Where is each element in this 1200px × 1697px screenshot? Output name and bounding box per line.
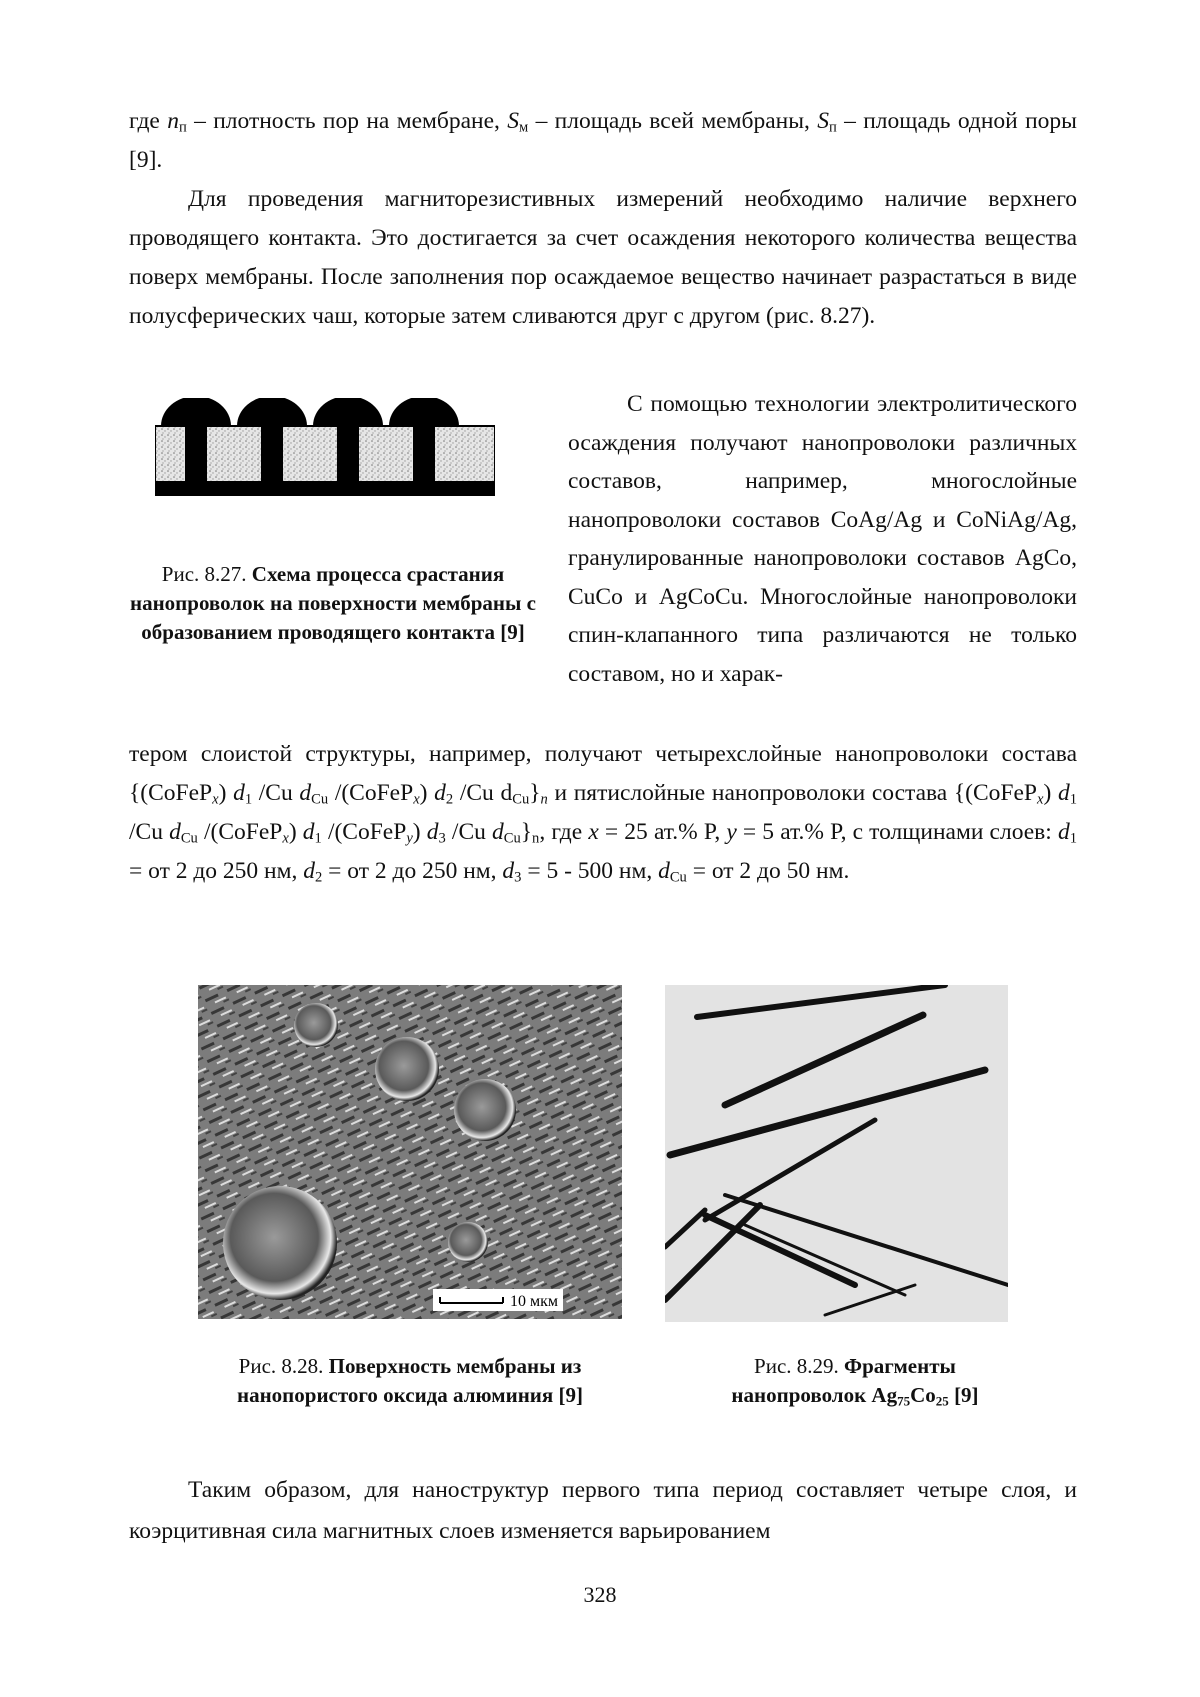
subscript: x: [1037, 791, 1044, 808]
subscript: 1: [1069, 791, 1077, 808]
figure-8-27: [125, 398, 545, 498]
subscript: n: [532, 830, 540, 847]
text-run: /Cu: [445, 819, 493, 845]
subscript: Cu: [180, 830, 198, 847]
var: d: [426, 819, 439, 845]
text-run: – площадь одной поры [9].: [129, 108, 1077, 173]
subscript: y: [406, 830, 413, 847]
text-run: , где: [539, 819, 589, 845]
figure-8-28-caption: [195, 1352, 625, 1410]
figure-8-28-micrograph: [198, 985, 622, 1319]
text-run: /Cu d: [453, 780, 513, 806]
text-run: где: [129, 108, 168, 134]
nanowire-image: [665, 985, 1008, 1322]
page-number: 328: [583, 1582, 617, 1607]
subscript: n: [540, 791, 548, 808]
subscript: 1: [244, 791, 253, 808]
subscript: Cu: [512, 791, 530, 808]
text-run: ): [412, 819, 427, 845]
text-run: = от 2 до 250 нм,: [322, 858, 503, 884]
text-run: – площадь всей мембраны,: [528, 108, 818, 134]
paragraph-3-wrap: [568, 385, 1077, 693]
closing-paragraph: [129, 1470, 1077, 1552]
var: d: [169, 819, 181, 845]
var: d: [492, 819, 504, 845]
paragraph-2: [129, 180, 1077, 336]
subscript: 2: [445, 791, 454, 808]
var: d: [502, 858, 515, 884]
caption-text: Схема процесса срастания нанопроволок на поверхности мембраны с образованием проводящего контакта [9]: [129, 562, 537, 644]
subscript: Cu: [503, 830, 521, 847]
caption-label: Рис. 8.27.: [161, 562, 252, 586]
var: d: [233, 780, 245, 806]
var: d: [1057, 819, 1070, 845]
subscript: 3: [438, 830, 446, 847]
text-run: = от 2 до 250 нм,: [129, 858, 304, 884]
text-run: /Cu: [252, 780, 300, 806]
text-run: ): [288, 819, 303, 845]
paragraph-2-text: Для проведения магниторезистивных измерений необходимо наличие верхнего проводящего контакта. Это достигается за счет осаждения некоторого количества вещества поверх мембраны. После заполнения пор осаждаемое вещество начинает разрастаться в виде полусферических чаш, которые затем сливаются друг с другом (рис. 8.27).: [129, 186, 1077, 329]
var: x: [588, 819, 599, 845]
text-run: }: [520, 819, 533, 845]
caption-text: Поверхность мембраны из нанопористого оксида алюминия [9]: [236, 1354, 583, 1407]
text-run: ): [218, 780, 234, 806]
caption-label: Рис. 8.28.: [238, 1354, 329, 1378]
figure-8-29-caption: [690, 1352, 1020, 1410]
subscript: 1: [1069, 830, 1077, 847]
figure-8-29-micrograph: [665, 985, 1008, 1322]
text-run: = 5 - 500 нм,: [521, 858, 659, 884]
paragraph-3-right-text: С помощью технологии электролитического осаждения получают нанопроволоки различных составов, например, многослойные нанопроволоки составов CoAg/Ag и CoNiAg/Ag, гранулированные нанопроволоки составов AgCo, CuCo и AgCoCu. Многослойные нанопроволоки спин-клапанного типа различаются не только составом, но и харак-: [568, 391, 1077, 687]
subscript: Cu: [669, 869, 687, 886]
sem-image: [198, 985, 622, 1319]
subscript: 3: [514, 869, 522, 886]
text-run: = 25 ат.% P,: [598, 819, 727, 845]
subscript: 25: [935, 1393, 949, 1409]
var: d: [302, 819, 315, 845]
text-run: и пятислойные нанопроволоки состава {(CoFeP: [547, 780, 1037, 806]
text-run: /(CoFeP: [328, 780, 414, 806]
text-run: /Cu: [129, 819, 170, 845]
caption-text: [9]: [948, 1383, 979, 1407]
caption-text: Co: [910, 1383, 936, 1407]
var-s: S: [507, 108, 519, 134]
text-run: = 5 ат.% P, с толщинами слоев:: [736, 819, 1058, 845]
text-run: ): [1043, 780, 1058, 806]
figure-8-27-caption: [118, 560, 548, 647]
subscript: Cu: [311, 791, 329, 808]
subscript: 75: [897, 1393, 911, 1409]
var: y: [726, 819, 737, 845]
subscript: 2: [315, 869, 323, 886]
var-n: n: [167, 108, 179, 134]
subscript: 1: [314, 830, 322, 847]
var: d: [658, 858, 670, 884]
caption-label: Рис. 8.29.: [754, 1354, 845, 1378]
text-run: тером слоистой структуры, например, получают четырехслойные нанопроволоки состава {(CoFeP: [129, 741, 1077, 806]
closing-paragraph-text: Таким образом, для наноструктур первого типа период составляет четыре слоя, и коэрцитивная сила магнитных слоев изменяется варьированием: [129, 1477, 1077, 1544]
subscript: п: [828, 119, 837, 136]
membrane-schematic: [155, 398, 495, 498]
paragraph-3-continued: [129, 735, 1077, 891]
var: d: [1057, 780, 1070, 806]
subscript: x: [413, 791, 420, 808]
subscript: п: [178, 119, 187, 136]
caption-text: Фрагменты нанопроволок Ag: [731, 1354, 956, 1407]
text-run: = от 2 до 50 нм.: [686, 858, 850, 884]
text-run: /(CoFeP: [321, 819, 407, 845]
subscript: x: [282, 830, 289, 847]
var-s: S: [817, 108, 829, 134]
text-run: ): [419, 780, 435, 806]
subscript: x: [212, 791, 219, 808]
subscript: м: [519, 119, 529, 136]
var: d: [299, 780, 312, 806]
text-run: /(CoFeP: [197, 819, 283, 845]
scale-bar-label: 10 мкм: [510, 1293, 559, 1310]
var: d: [434, 780, 446, 806]
text-run: }: [529, 780, 541, 806]
text-run: – плотность пор на мембране,: [186, 108, 508, 134]
paragraph-1: [129, 102, 1077, 180]
var: d: [303, 858, 315, 884]
